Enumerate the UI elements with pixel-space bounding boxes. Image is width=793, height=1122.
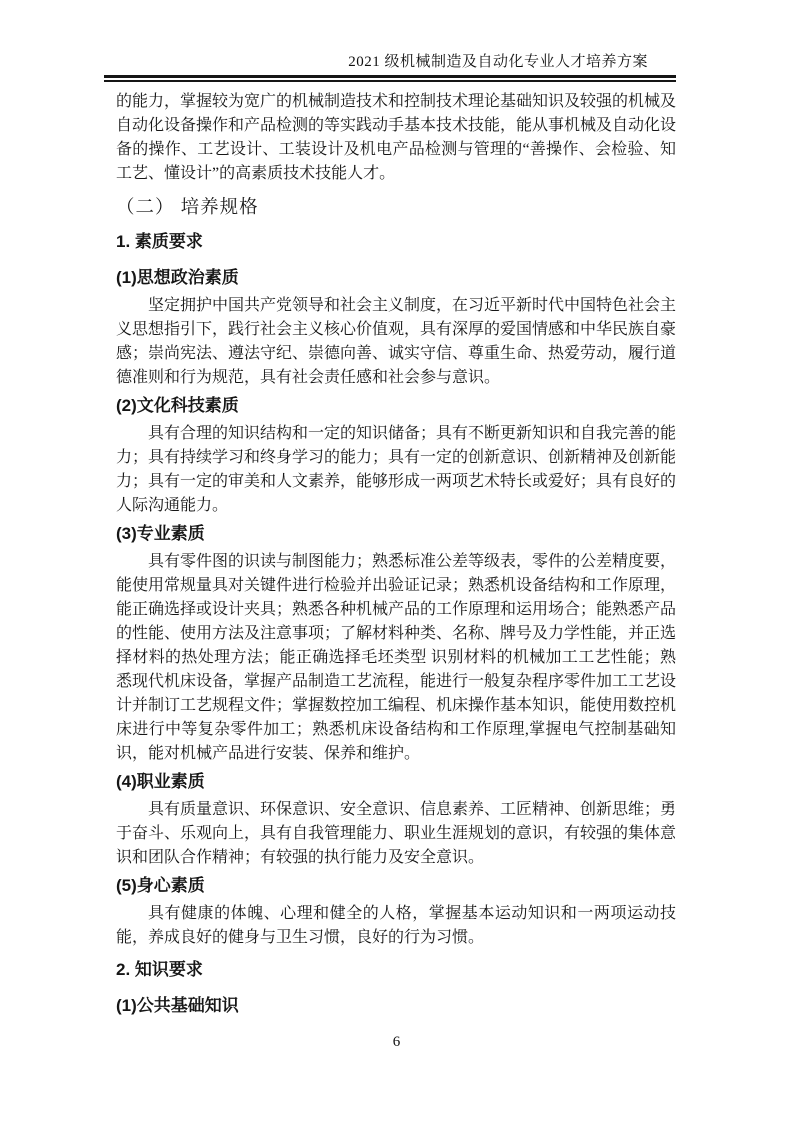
paragraph-professional: 具有零件图的识读与制图能力；熟悉标准公差等级表，零件的公差精度要，能使用常规量具对关键件进行检验并出验证记录；熟悉机设备结构和工作原理，能正确选择或设计夹具；熟悉各种机械产品的工作原理和运用场合；能熟悉产品的性能、使用方法及注意事项；了解材料种类、名称、牌号及力学性能，并正选择材料的热处理方法；能正确选择毛坯类型 识别材料的机械加工工艺性能；熟悉现代机床设备，掌握产品制造工艺流程，能进行一般复杂程序零件加工工艺设计并制订工艺规程文件；掌握数控加工编程、机床操作基本知识，能使用数控机床进行中等复杂零件加工；熟悉机床设备结构和工作原理,掌握电气控制基础知识，能对机械产品进行安装、保养和维护。 [116, 553, 677, 762]
paragraph-culture-science: 具有合理的知识结构和一定的知识储备；具有不断更新知识和自我完善的能力；具有持续学习和终身学习的能力；具有一定的创新意识、创新精神及创新能力；具有一定的审美和人文素养，能够形成一两项艺术特长或爱好；具有良好的人际沟通能力。 [116, 425, 677, 514]
heading-training-specifications: （二） 培养规格 [116, 196, 259, 217]
heading-vocational-quality: (4)职业素质 [116, 772, 205, 791]
heading-physical-mental-quality: (5)身心素质 [116, 876, 205, 895]
paragraph-vocational: 具有质量意识、环保意识、安全意识、信息素养、工匠精神、创新思维；勇于奋斗、乐观向上，具有自我管理能力、职业生涯规划的意识，有较强的集体意识和团队合作精神；有较强的执行能力及安全意识。 [116, 801, 677, 866]
heading-culture-science-quality: (2)文化科技素质 [116, 396, 239, 415]
heading-quality-requirements: 1. 素质要求 [116, 232, 203, 251]
paragraph-ability-continued: 的能力，掌握较为宽广的机械制造技术和控制技术理论基础知识及较强的机械及自动化设备操作和产品检测的等实践动手基本技术技能，能从事机械及自动化设备的操作、工艺设计、工装设计及机电产品检测与管理的“善操作、会检验、知工艺、懂设计”的高素质技术技能人才。 [116, 93, 677, 182]
heading-knowledge-requirements: 2. 知识要求 [116, 960, 203, 979]
heading-public-basic-knowledge: (1)公共基础知识 [116, 996, 239, 1015]
paragraph-ideological-political: 坚定拥护中国共产党领导和社会主义制度，在习近平新时代中国特色社会主义思想指引下，践行社会主义核心价值观，具有深厚的爱国情感和中华民族自豪感；崇尚宪法、遵法守纪、崇德向善、诚实守信、尊重生命、热爱劳动，履行道德准则和行为规范，具有社会责任感和社会参与意识。 [116, 297, 677, 386]
running-head-title: 2021 级机械制造及自动化专业人才培养方案 [348, 54, 648, 70]
paragraph-physical-mental: 具有健康的体魄、心理和健全的人格，掌握基本运动知识和一两项运动技能，养成良好的健身与卫生习惯，良好的行为习惯。 [116, 905, 676, 946]
heading-ideological-political-quality: (1)思想政治素质 [116, 268, 239, 287]
header-rule [104, 75, 676, 82]
document-body [116, 90, 676, 1022]
page-header [104, 50, 676, 82]
page-footer [0, 1034, 793, 1051]
heading-professional-quality: (3)专业素质 [116, 524, 205, 543]
page-number: 6 [392, 1034, 401, 1050]
